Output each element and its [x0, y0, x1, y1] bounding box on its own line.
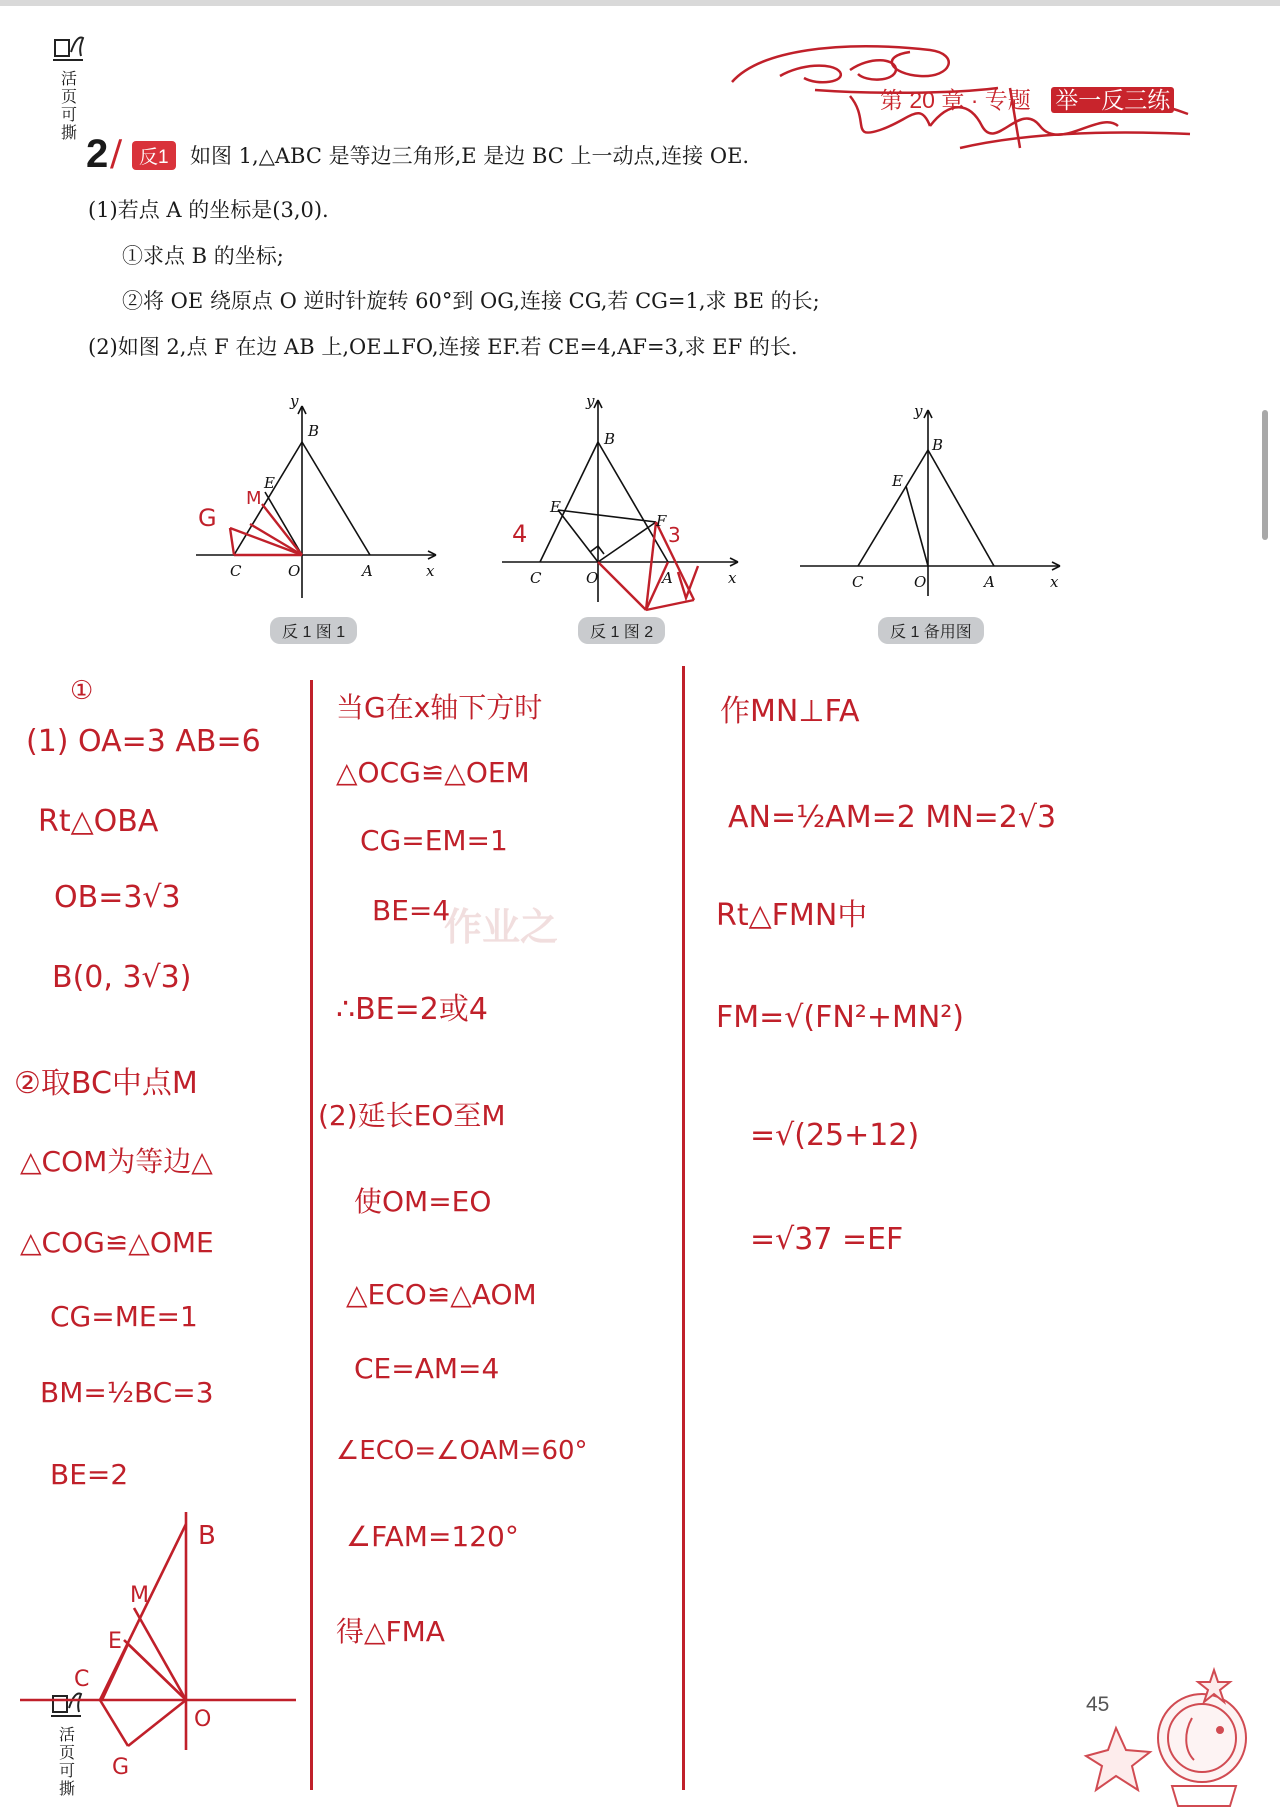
hw-length-4: 4	[512, 520, 528, 548]
hw-line: BE=4	[372, 894, 451, 927]
hw-point-m-label: M	[246, 488, 262, 509]
hw-line: FM=√(FN²+MN²)	[716, 1000, 965, 1035]
point-a-label: A	[362, 562, 373, 580]
hw-line: =√(25+12)	[750, 1118, 920, 1153]
hw-line: 使OM=EO	[354, 1185, 492, 1218]
figure-2-caption: 反 1 图 2	[578, 617, 665, 644]
sketch-label-m: M	[130, 1583, 149, 1608]
hw-line: △COG≌△OME	[20, 1226, 214, 1259]
mascot-decoration	[1080, 1656, 1270, 1811]
part-1b: ②将 OE 绕原点 O 逆时针旋转 60°到 OG,连接 CG,若 CG=1,求 BE 的长;	[122, 289, 820, 313]
sketch-label-c: C	[74, 1667, 90, 1692]
hw-line: OB=3√3	[54, 880, 181, 915]
point-b-label: B	[604, 430, 616, 448]
axis-y-label: y	[290, 392, 299, 410]
sketch-label-g: G	[112, 1755, 130, 1780]
hw-line: △ECO≌△AOM	[346, 1278, 537, 1311]
origin-label: O	[586, 569, 599, 587]
point-e-label: E	[892, 472, 903, 490]
hw-line: (1) OA=3 AB=6	[26, 724, 261, 759]
axis-y-label: y	[586, 392, 595, 410]
hw-line: (2)延长EO至M	[318, 1099, 506, 1132]
handwritten-sketch	[16, 1500, 306, 1790]
hw-line: BE=2	[50, 1458, 129, 1491]
hw-line: △OCG≌△OEM	[336, 756, 530, 789]
point-f-label: F	[656, 512, 667, 530]
page-number: 45	[1086, 1693, 1110, 1716]
hw-line: =√37 =EF	[750, 1222, 904, 1257]
tear-off-tab-top	[46, 30, 92, 142]
point-a-label: A	[662, 569, 673, 587]
point-b-label: B	[308, 422, 320, 440]
origin-label: O	[914, 573, 927, 591]
hw-line: CG=EM=1	[360, 824, 508, 857]
hw-line: ∠FAM=120°	[346, 1520, 519, 1553]
problem-tag: 反1	[132, 141, 176, 170]
tear-off-label: 活页可撕	[58, 1725, 75, 1798]
series-label: 举一反三练	[1051, 87, 1174, 113]
hw-line: CG=ME=1	[50, 1300, 198, 1333]
sketch-label-b: B	[198, 1521, 216, 1551]
axis-x-label: x	[1050, 573, 1059, 591]
problem-number: 2	[86, 132, 109, 176]
hw-length-3: 3	[668, 523, 681, 547]
sketch-label-o: O	[194, 1707, 212, 1732]
part-1: (1)若点 A 的坐标是(3,0).	[88, 198, 329, 222]
hw-line: CE=AM=4	[354, 1352, 500, 1385]
figure-2	[498, 392, 758, 617]
tear-off-label: 活页可撕	[60, 69, 77, 142]
axis-x-label: x	[426, 562, 435, 580]
hw-line: △COM为等边△	[20, 1145, 213, 1178]
point-b-label: B	[932, 436, 944, 454]
axis-x-label: x	[728, 569, 737, 587]
origin-label: O	[288, 562, 301, 580]
chapter-header	[880, 82, 1174, 115]
hw-line: B(0, 3√3)	[52, 960, 192, 995]
column-divider-2	[682, 666, 685, 1790]
hand-scissors-icon	[49, 30, 89, 62]
column-divider-1	[310, 680, 313, 1790]
point-c-label: C	[530, 569, 542, 587]
figure-1-caption: 反 1 图 1	[270, 617, 357, 644]
hw-line: 得△FMA	[336, 1615, 445, 1648]
hw-line: ∴BE=2或4	[336, 992, 488, 1027]
part-1a: ①求点 B 的坐标;	[122, 244, 284, 268]
figure-1	[190, 392, 450, 607]
problem-stem: 如图 1,△ABC 是等边三角形,E 是边 BC 上一动点,连接 OE.	[190, 144, 750, 168]
hw-line: 当G在x轴下方时	[336, 691, 543, 724]
hw-line: ②取BC中点M	[14, 1066, 198, 1101]
hw-line: AN=½AM=2 MN=2√3	[728, 800, 1057, 835]
point-c-label: C	[230, 562, 242, 580]
hw-line: Rt△FMN中	[716, 898, 868, 933]
figure-spare	[796, 400, 1068, 600]
watermark: 作业之	[444, 907, 559, 949]
hw-line: Rt△OBA	[38, 804, 159, 839]
hw-line: ∠ECO=∠OAM=60°	[336, 1436, 588, 1466]
hw-line: 作MN⊥FA	[720, 694, 860, 729]
figure-spare-caption: 反 1 备用图	[878, 617, 984, 644]
axis-y-label: y	[914, 402, 923, 420]
chapter-label: 第 20 章 · 专题	[880, 87, 1031, 113]
hw-line: BM=½BC=3	[40, 1376, 214, 1409]
top-edge-bar	[0, 0, 1280, 6]
point-e-label: E	[264, 474, 275, 492]
point-a-label: A	[984, 573, 995, 591]
problem-slash: /	[110, 133, 123, 174]
hw-point-g-label: G	[198, 504, 217, 532]
sketch-label-e: E	[108, 1629, 122, 1654]
hw-line: ①	[70, 676, 94, 706]
scrollbar-thumb[interactable]	[1262, 410, 1268, 540]
point-e-label: E	[550, 498, 561, 516]
part-2: (2)如图 2,点 F 在边 AB 上,OE⊥FO,连接 EF.若 CE=4,AF=3,求 EF 的长.	[88, 335, 798, 359]
point-c-label: C	[852, 573, 864, 591]
